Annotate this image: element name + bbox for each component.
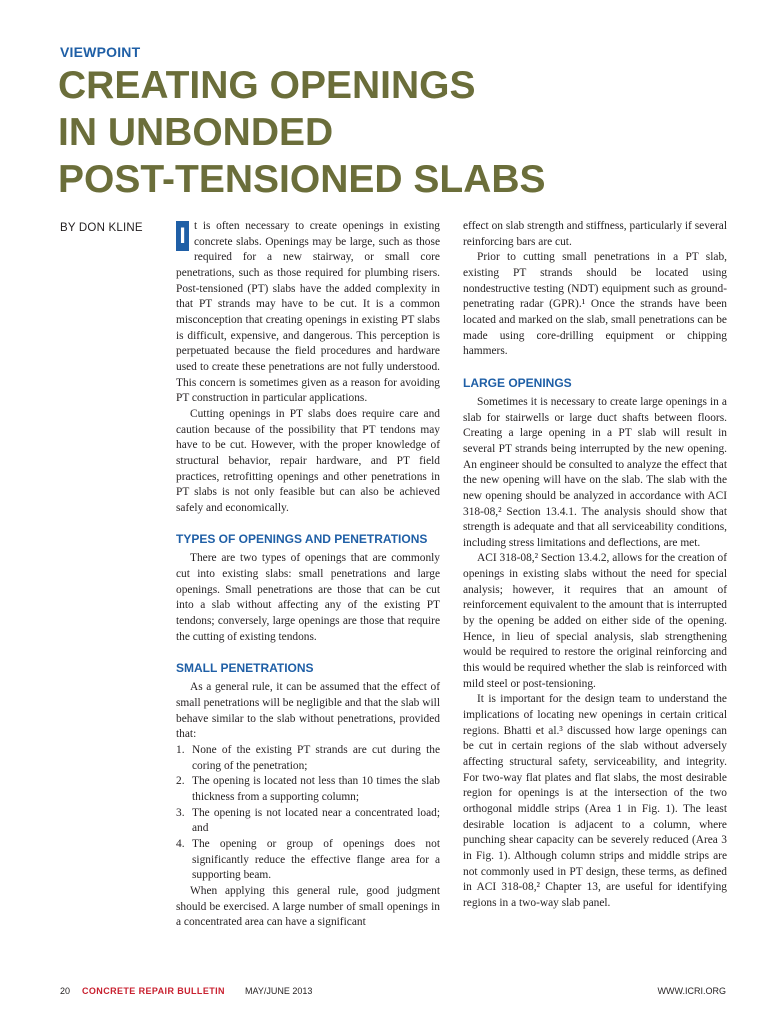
list-number: 1. — [176, 744, 185, 757]
title-line-3: POST-TENSIONED SLABS — [58, 158, 546, 201]
title-line-2: IN UNBONDED — [58, 111, 334, 154]
website-url: WWW.ICRI.ORG — [657, 986, 726, 996]
list-item-text: The opening is not located near a concentrated load; and — [192, 806, 440, 835]
list-item — [176, 806, 440, 837]
large-openings-paragraph-2: ACI 318-08,² Section 13.4.2, allows for the creation of openings in existing slabs without the need for special analysis; however, it requires that an amount of reinforcement equivalent to the amount that is interrupted by the opening be added on either side of the opening. Hence, in lieu of special analysis, slab strengthening would be required to restore the original reinforcing and this would be required whether the slab is reinforced with mild steel or post-tensioning. — [463, 552, 727, 690]
page-footer — [60, 986, 726, 1000]
large-openings-paragraph-1: Sometimes it is necessary to create large openings in a slab for stairwells or large duct shafts between floors. Creating a large opening in a PT slab will result in several PT strands being interrupted by the new opening. An engineer should be consulted to analyze the effect that the new opening will have on the slab. The slab with the new opening should be analyzed in accordance with ACI 318-08,² Section 13.4.1. The analysis should show that strength is adequate and that all serviceability conditions, including stress limitations and deflections, are met. — [463, 395, 727, 549]
article-column-2 — [463, 219, 727, 912]
issue-date: MAY/JUNE 2013 — [245, 986, 313, 996]
author-byline: BY DON KLINE — [60, 222, 143, 234]
article-column-1 — [176, 219, 440, 931]
intro-paragraph-1 — [176, 219, 440, 407]
subhead-small-penetrations: SMALL PENETRATIONS — [176, 661, 314, 676]
list-item — [176, 743, 440, 774]
intro-paragraph-2: Cutting openings in PT slabs does require care and caution because of the possibility that PT tendons may have to be cut. However, with the proper knowledge of structural behavior, repair hardware, and PT field practices, retrofitting openings and other penetrations in PT slabs is not only feasible but can also be achieved safely and economically. — [176, 407, 440, 514]
list-number: 3. — [176, 806, 185, 819]
conditions-list — [176, 743, 440, 884]
publication-name: CONCRETE REPAIR BULLETIN — [82, 986, 225, 996]
subhead-types-of-openings: TYPES OF OPENINGS AND PENETRATIONS — [176, 532, 428, 547]
page-number: 20 — [60, 986, 71, 996]
article-title — [58, 62, 698, 203]
drop-cap: I — [176, 221, 189, 251]
small-penetrations-paragraph-2: When applying this general rule, good judgment should be exercised. A large number of small openings in a concentrated area can have a significant — [176, 884, 440, 929]
list-item-text: The opening or group of openings does not significantly reduce the effective flange area for a supporting beam. — [192, 837, 440, 882]
large-openings-paragraph-3: It is important for the design team to understand the implications of locating new openings in certain critical regions. Bhatti et al.³ discussed how large openings can be cut in certain regions of the slab without adversely affecting structural safety, serviceability, and integrity. For two-way flat plates and flat slabs, the most desirable region for openings is at the intersection of the two orthogonal middle strips (Area 1 in Fig. 1). The least desirable location is adjacent to a column, where punching shear capacity can be severely reduced (Area 3 in Fig. 1). Although column strips and middle strips are not commonly used in PT design, these terms, as defined in ACI 318-08,² Chapter 13, are useful for identifying regions in a two-way slab panel. — [463, 693, 727, 909]
section-kicker: VIEWPOINT — [60, 44, 141, 60]
prior-to-cutting-paragraph: Prior to cutting small penetrations in a PT slab, existing PT strands should be located using nondestructive testing (NDT) equipment such as ground-penetrating radar (GPR).¹ Once the strands have been located and marked on the slab, small penetrations can be made using core-drilling equipment or chipping hammers. — [463, 251, 727, 358]
list-item — [176, 837, 440, 884]
list-number: 4. — [176, 837, 185, 850]
subhead-large-openings: LARGE OPENINGS — [463, 375, 572, 390]
list-number: 2. — [176, 775, 185, 788]
intro-paragraph-1-text: t is often necessary to create openings in existing concrete slabs. Openings may be large, such as those required for a new stairway, or small core penetrations, such as those required for plumbing risers. Post-tensioned (PT) slabs have the added complexity in that PT strands may have to be cut. It is a common misconception that creating openings in existing PT slabs is difficult, expensive, and dangerous. This perception is perpetuated because the field procedures and hardware used to create these penetrations are not fully understood. This concern is sometimes given as a reason for avoiding PT construction in particular applications. — [176, 220, 440, 405]
list-item-text: None of the existing PT strands are cut during the coring of the penetration; — [192, 744, 440, 772]
small-penetrations-paragraph-1: As a general rule, it can be assumed that the effect of small penetrations will be negligible and that the slab will behave similar to the slab without penetrations, provided that: — [176, 681, 440, 741]
title-line-1: CREATING OPENINGS — [58, 64, 476, 107]
types-paragraph: There are two types of openings that are commonly cut into existing slabs: small penetrations and large openings. Small penetrations are those that can be cut into a slab without affecting any of the existing PT tendons; conversely, large openings are those that require the cutting of existing tendons. — [176, 552, 440, 643]
continued-paragraph: effect on slab strength and stiffness, particularly if several reinforcing bars are cut. — [463, 220, 727, 248]
list-item-text: The opening is located not less than 10 times the slab thickness from a supporting column; — [192, 775, 440, 803]
list-item — [176, 774, 440, 805]
